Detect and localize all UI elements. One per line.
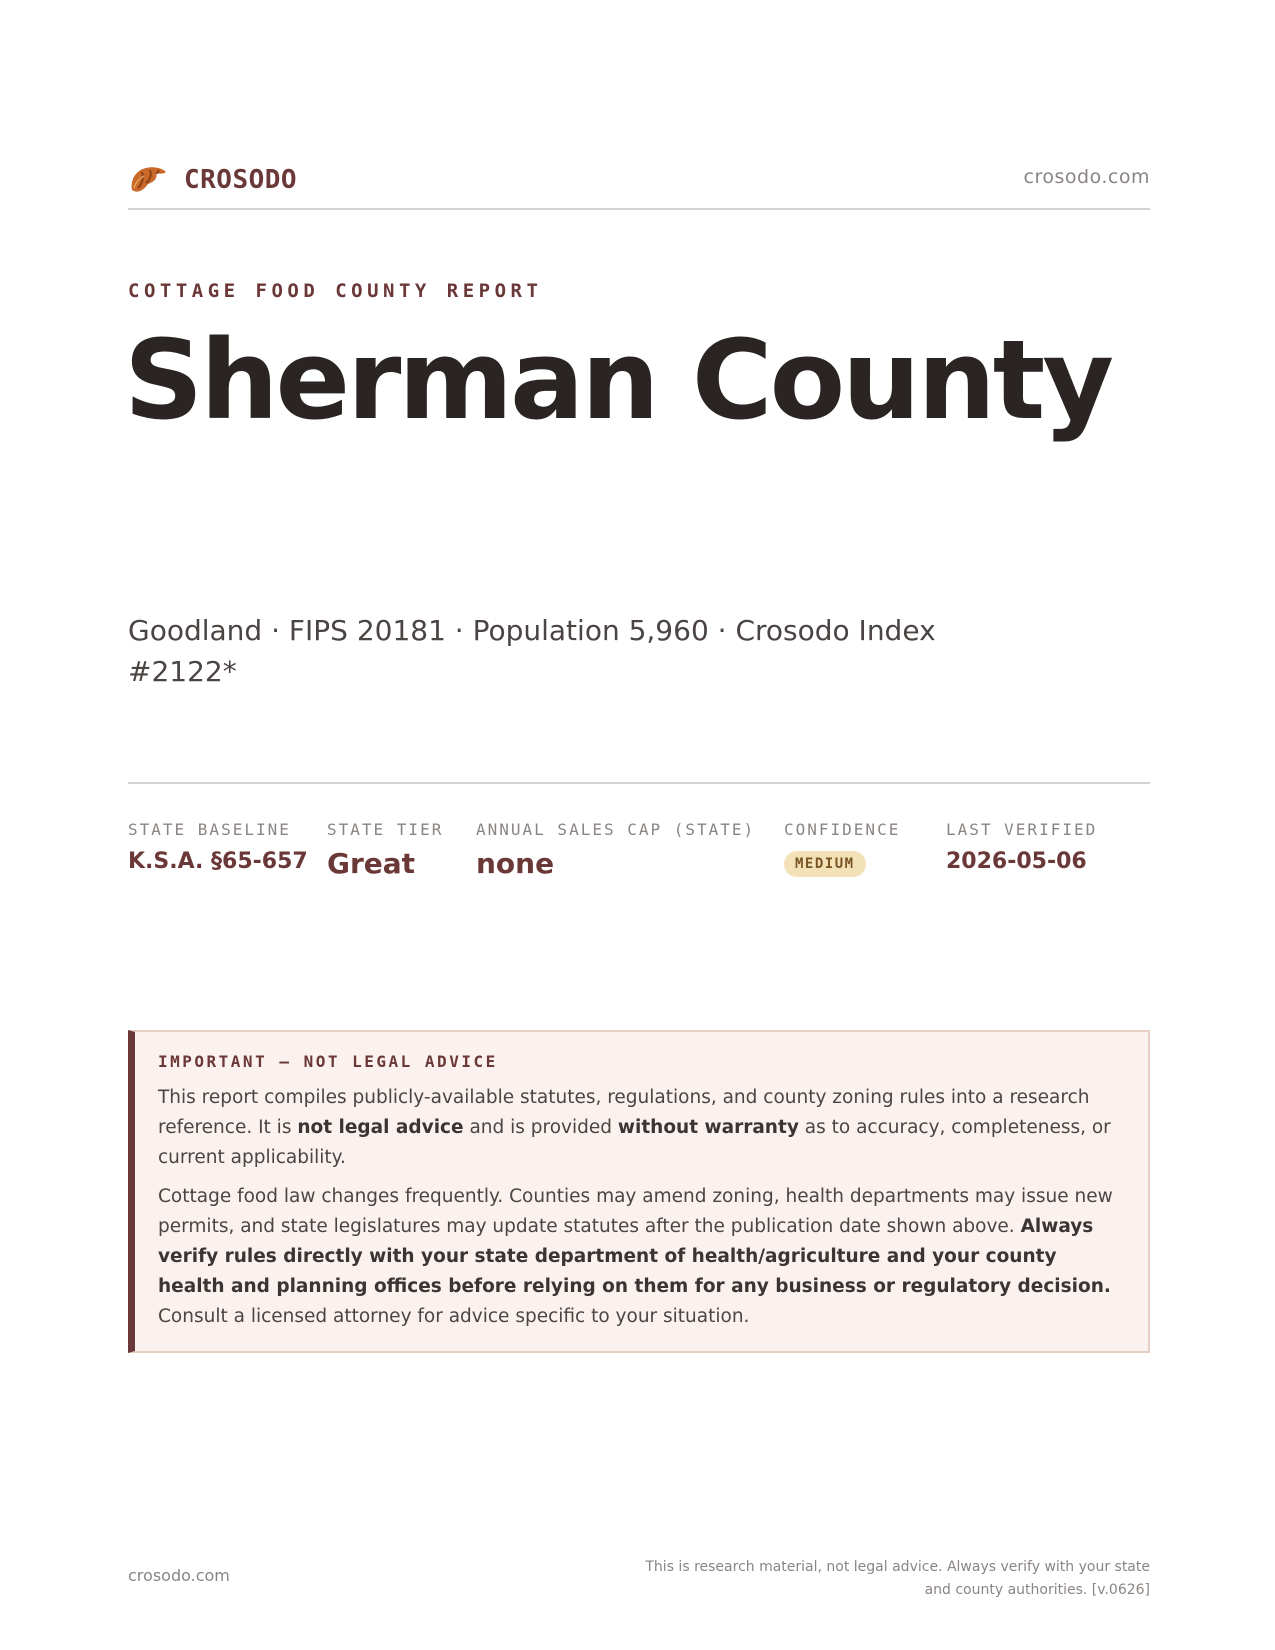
croissant-icon xyxy=(128,160,170,200)
stat-label: ANNUAL SALES CAP (STATE) xyxy=(476,820,756,839)
stat-label: STATE BASELINE xyxy=(128,820,291,839)
stat-state-tier xyxy=(327,820,443,880)
stat-annual-sales-cap xyxy=(476,820,755,880)
stat-state-baseline xyxy=(128,820,308,874)
notice-paragraph: Cottage food law changes frequently. Counties may amend zoning, health departments may issue new permits, and state legislatures may update statutes after the publication date shown above. Always verify rules directly with your state department of health/agriculture and your county health and planning offices before relying on them for any business or regulatory decision. Consult a licensed attorney for advice specific to your situation. xyxy=(158,1186,1113,1327)
stat-value: K.S.A. §65-657 xyxy=(128,849,308,874)
footer-site-url[interactable]: crosodo.com xyxy=(128,1566,230,1585)
notice-paragraph: This report compiles publicly-available statutes, regulations, and county zoning rules into a research reference. It is not legal advice and is provided without warranty as to accuracy, completeness, or current applicability. xyxy=(158,1087,1111,1168)
stat-value: Great xyxy=(327,847,416,880)
stat-last-verified xyxy=(946,820,1097,874)
brand-name: CROSODO xyxy=(184,165,298,195)
stat-value: none xyxy=(476,847,555,880)
divider xyxy=(128,782,1150,784)
brand[interactable] xyxy=(128,158,297,202)
stat-label: STATE TIER xyxy=(327,820,444,839)
stat-value: 2026-05-06 xyxy=(946,849,1087,874)
page-title: Sherman County xyxy=(124,316,1112,444)
report-eyebrow: COTTAGE FOOD COUNTY REPORT xyxy=(128,280,543,302)
stat-label: CONFIDENCE xyxy=(784,820,901,839)
stat-confidence xyxy=(784,820,900,877)
stats-row xyxy=(128,820,1150,890)
stat-label: LAST VERIFIED xyxy=(946,820,1098,839)
footer-disclaimer: This is research material, not legal advice. Always verify with your state and county authorities. [v.0626] xyxy=(645,1559,1150,1598)
page-header xyxy=(128,158,1150,210)
notice-title: IMPORTANT — NOT LEGAL ADVICE xyxy=(158,1052,498,1071)
site-url[interactable]: crosodo.com xyxy=(1023,166,1150,188)
legal-notice xyxy=(128,1030,1150,1353)
report-subtitle: Goodland · FIPS 20181 · Population 5,960 · Crosodo Index #2122* xyxy=(128,614,936,688)
confidence-badge: MEDIUM xyxy=(784,851,866,877)
